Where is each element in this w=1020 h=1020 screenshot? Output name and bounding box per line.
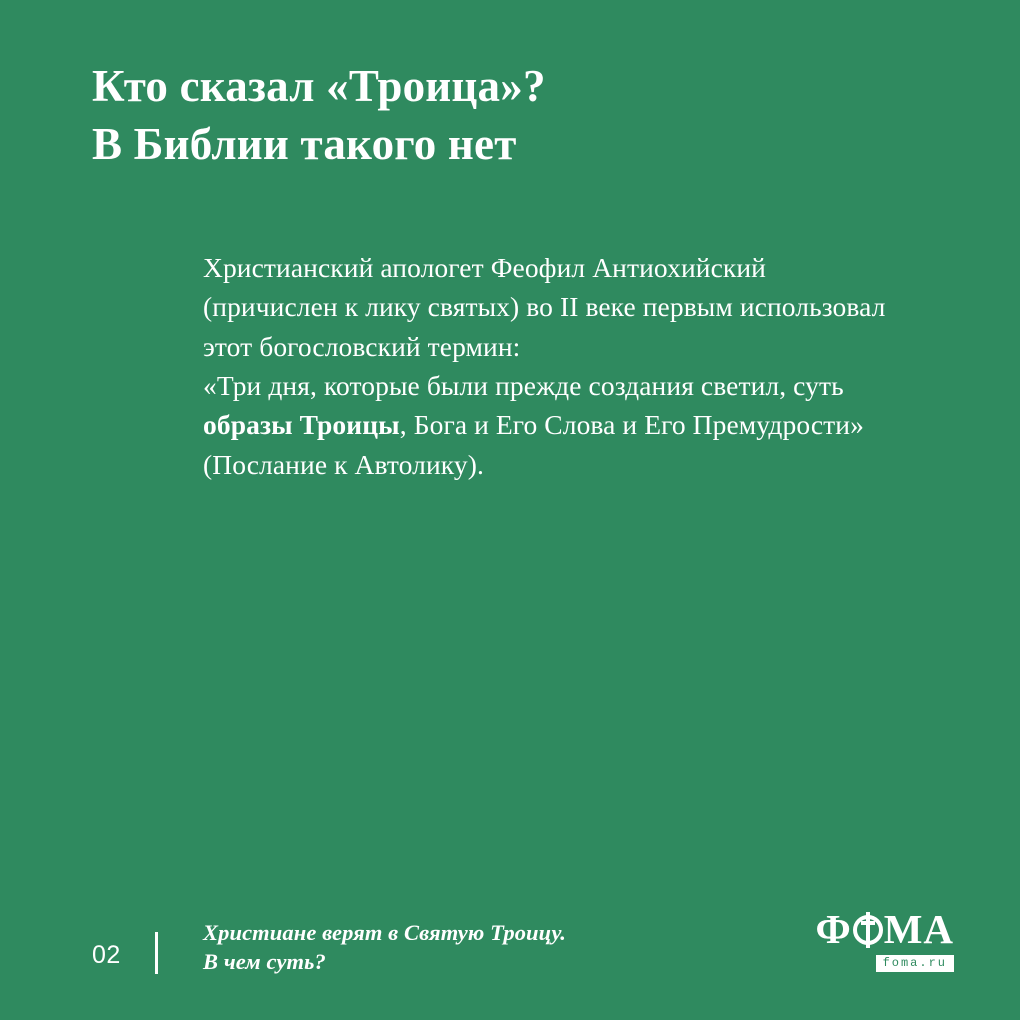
footer — [0, 880, 1020, 1020]
body-paragraph-source: (Послание к Автолику). — [203, 448, 484, 480]
logo-letters-ma: МА — [883, 906, 954, 953]
title-line-1: Кто сказал «Троица»? — [92, 61, 546, 111]
quote-part-two: , Бога и Его Слова и Его Премудрости» — [399, 409, 864, 441]
logo-cross-circle-icon — [853, 915, 883, 945]
quote-part-one: «Три дня, которые были прежде создания светил, суть — [203, 369, 844, 401]
title-line-2: В Библии такого нет — [92, 118, 517, 169]
body-paragraph-quote — [203, 366, 903, 445]
logo-url-row — [814, 950, 954, 972]
page-number: 02 — [92, 941, 121, 969]
footer-divider — [155, 932, 158, 974]
footer-caption-line-1: Христиане верят в Святую Троицу. — [203, 919, 566, 945]
logo-letter-f: Ф — [815, 906, 852, 953]
page-title — [92, 58, 952, 173]
footer-caption-line-2: В чем суть? — [203, 948, 326, 974]
logo-url[interactable]: foma.ru — [876, 955, 954, 972]
logo-wordmark — [814, 906, 954, 953]
footer-caption — [203, 918, 566, 977]
quote-emphasis: образы Троицы — [203, 409, 400, 441]
body-paragraph-intro: Христианский апологет Феофил Антиохийский (причислен к лику святых) во II веке первым использовал этот богословский термин: — [203, 252, 886, 362]
body-text — [203, 248, 903, 484]
foma-logo[interactable] — [814, 906, 954, 972]
